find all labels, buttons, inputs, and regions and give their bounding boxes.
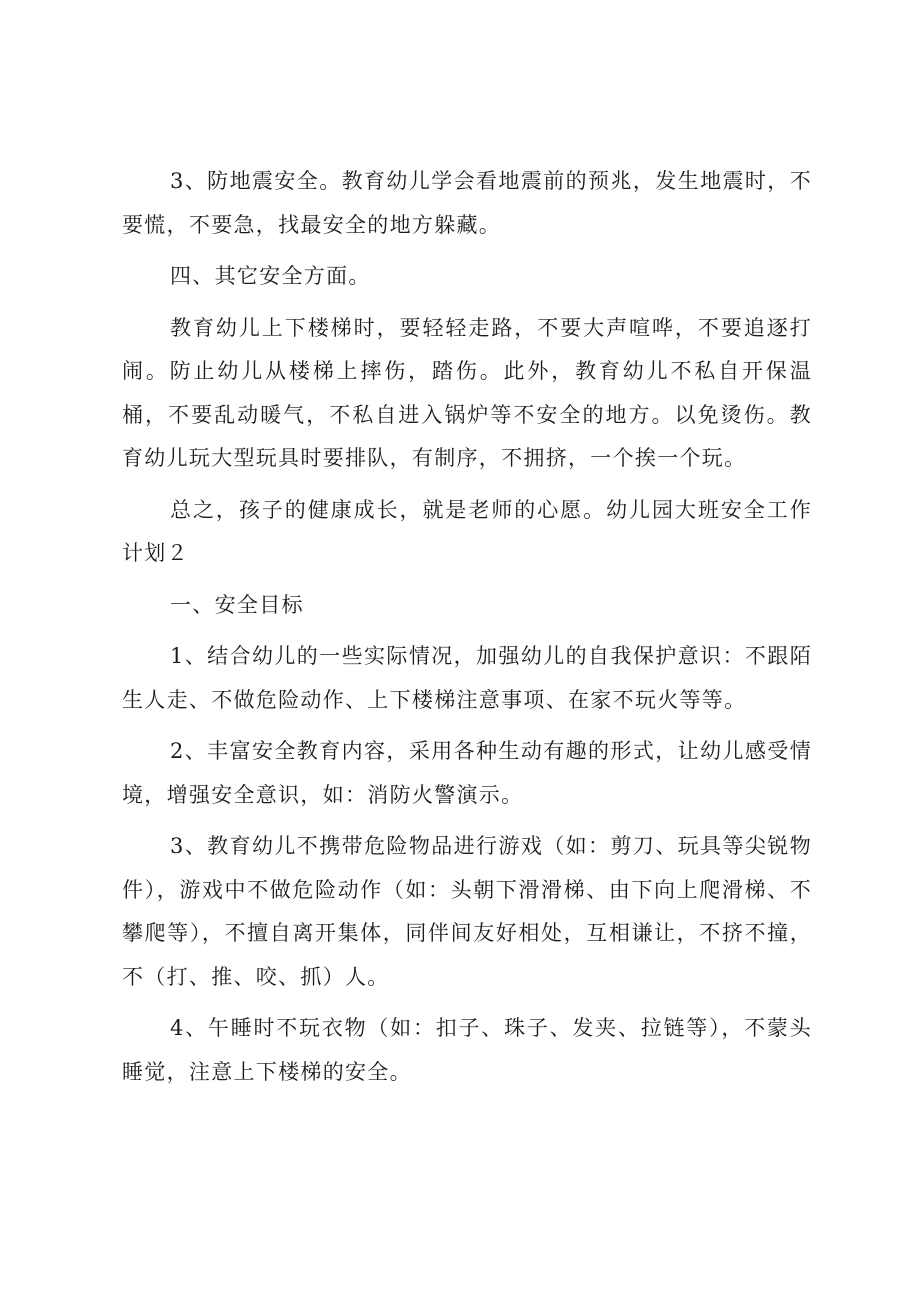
- paragraph-conclusion: 总之，孩子的健康成长，就是老师的心愿。幼儿园大班安全工作计划２: [122, 497, 812, 565]
- paragraph-stairs-safety: 教育幼儿上下楼梯时，要轻轻走路，不要大声喧哗，不要追逐打闹。防止幼儿从楼梯上摔伤，踏伤。此外，教育幼儿不私自开保温桶，不要乱动暖气，不私自进入锅炉等不安全的地方。以免烫伤。教育幼儿玩大型玩具时要排队，有制序，不拥挤，一个挨一个玩。: [122, 315, 812, 470]
- heading-safety-goals: 一、安全目标: [170, 592, 304, 617]
- paragraph-goal-4: 4、午睡时不玩衣物（如：扣子、珠子、发夹、拉链等），不蒙头睡觉，注意上下楼梯的安全。: [122, 1016, 812, 1084]
- paragraph-goal-1: 1、结合幼儿的一些实际情况，加强幼儿的自我保护意识：不跟陌生人走、不做危险动作、上下楼梯注意事项、在家不玩火等等。: [122, 644, 812, 712]
- paragraph-goal-3: 3、教育幼儿不携带危险物品进行游戏（如：剪刀、玩具等尖锐物件），游戏中不做危险动作（如：头朝下滑滑梯、由下向上爬滑梯、不攀爬等），不擅自离开集体，同伴间友好相处，互相谦让，不挤不撞，不（打、推、咬、抓）人。: [122, 834, 812, 989]
- document-body: [122, 160, 812, 1102]
- paragraph-goal-2: 2、丰富安全教育内容，采用各种生动有趣的形式，让幼儿感受情境，增强安全意识，如：消防火警演示。: [122, 739, 812, 807]
- paragraph-earthquake-safety: 3、防地震安全。教育幼儿学会看地震前的预兆，发生地震时，不要慌，不要急，找最安全的地方躲藏。: [122, 169, 812, 237]
- heading-other-safety: 四、其它安全方面。: [170, 264, 371, 288]
